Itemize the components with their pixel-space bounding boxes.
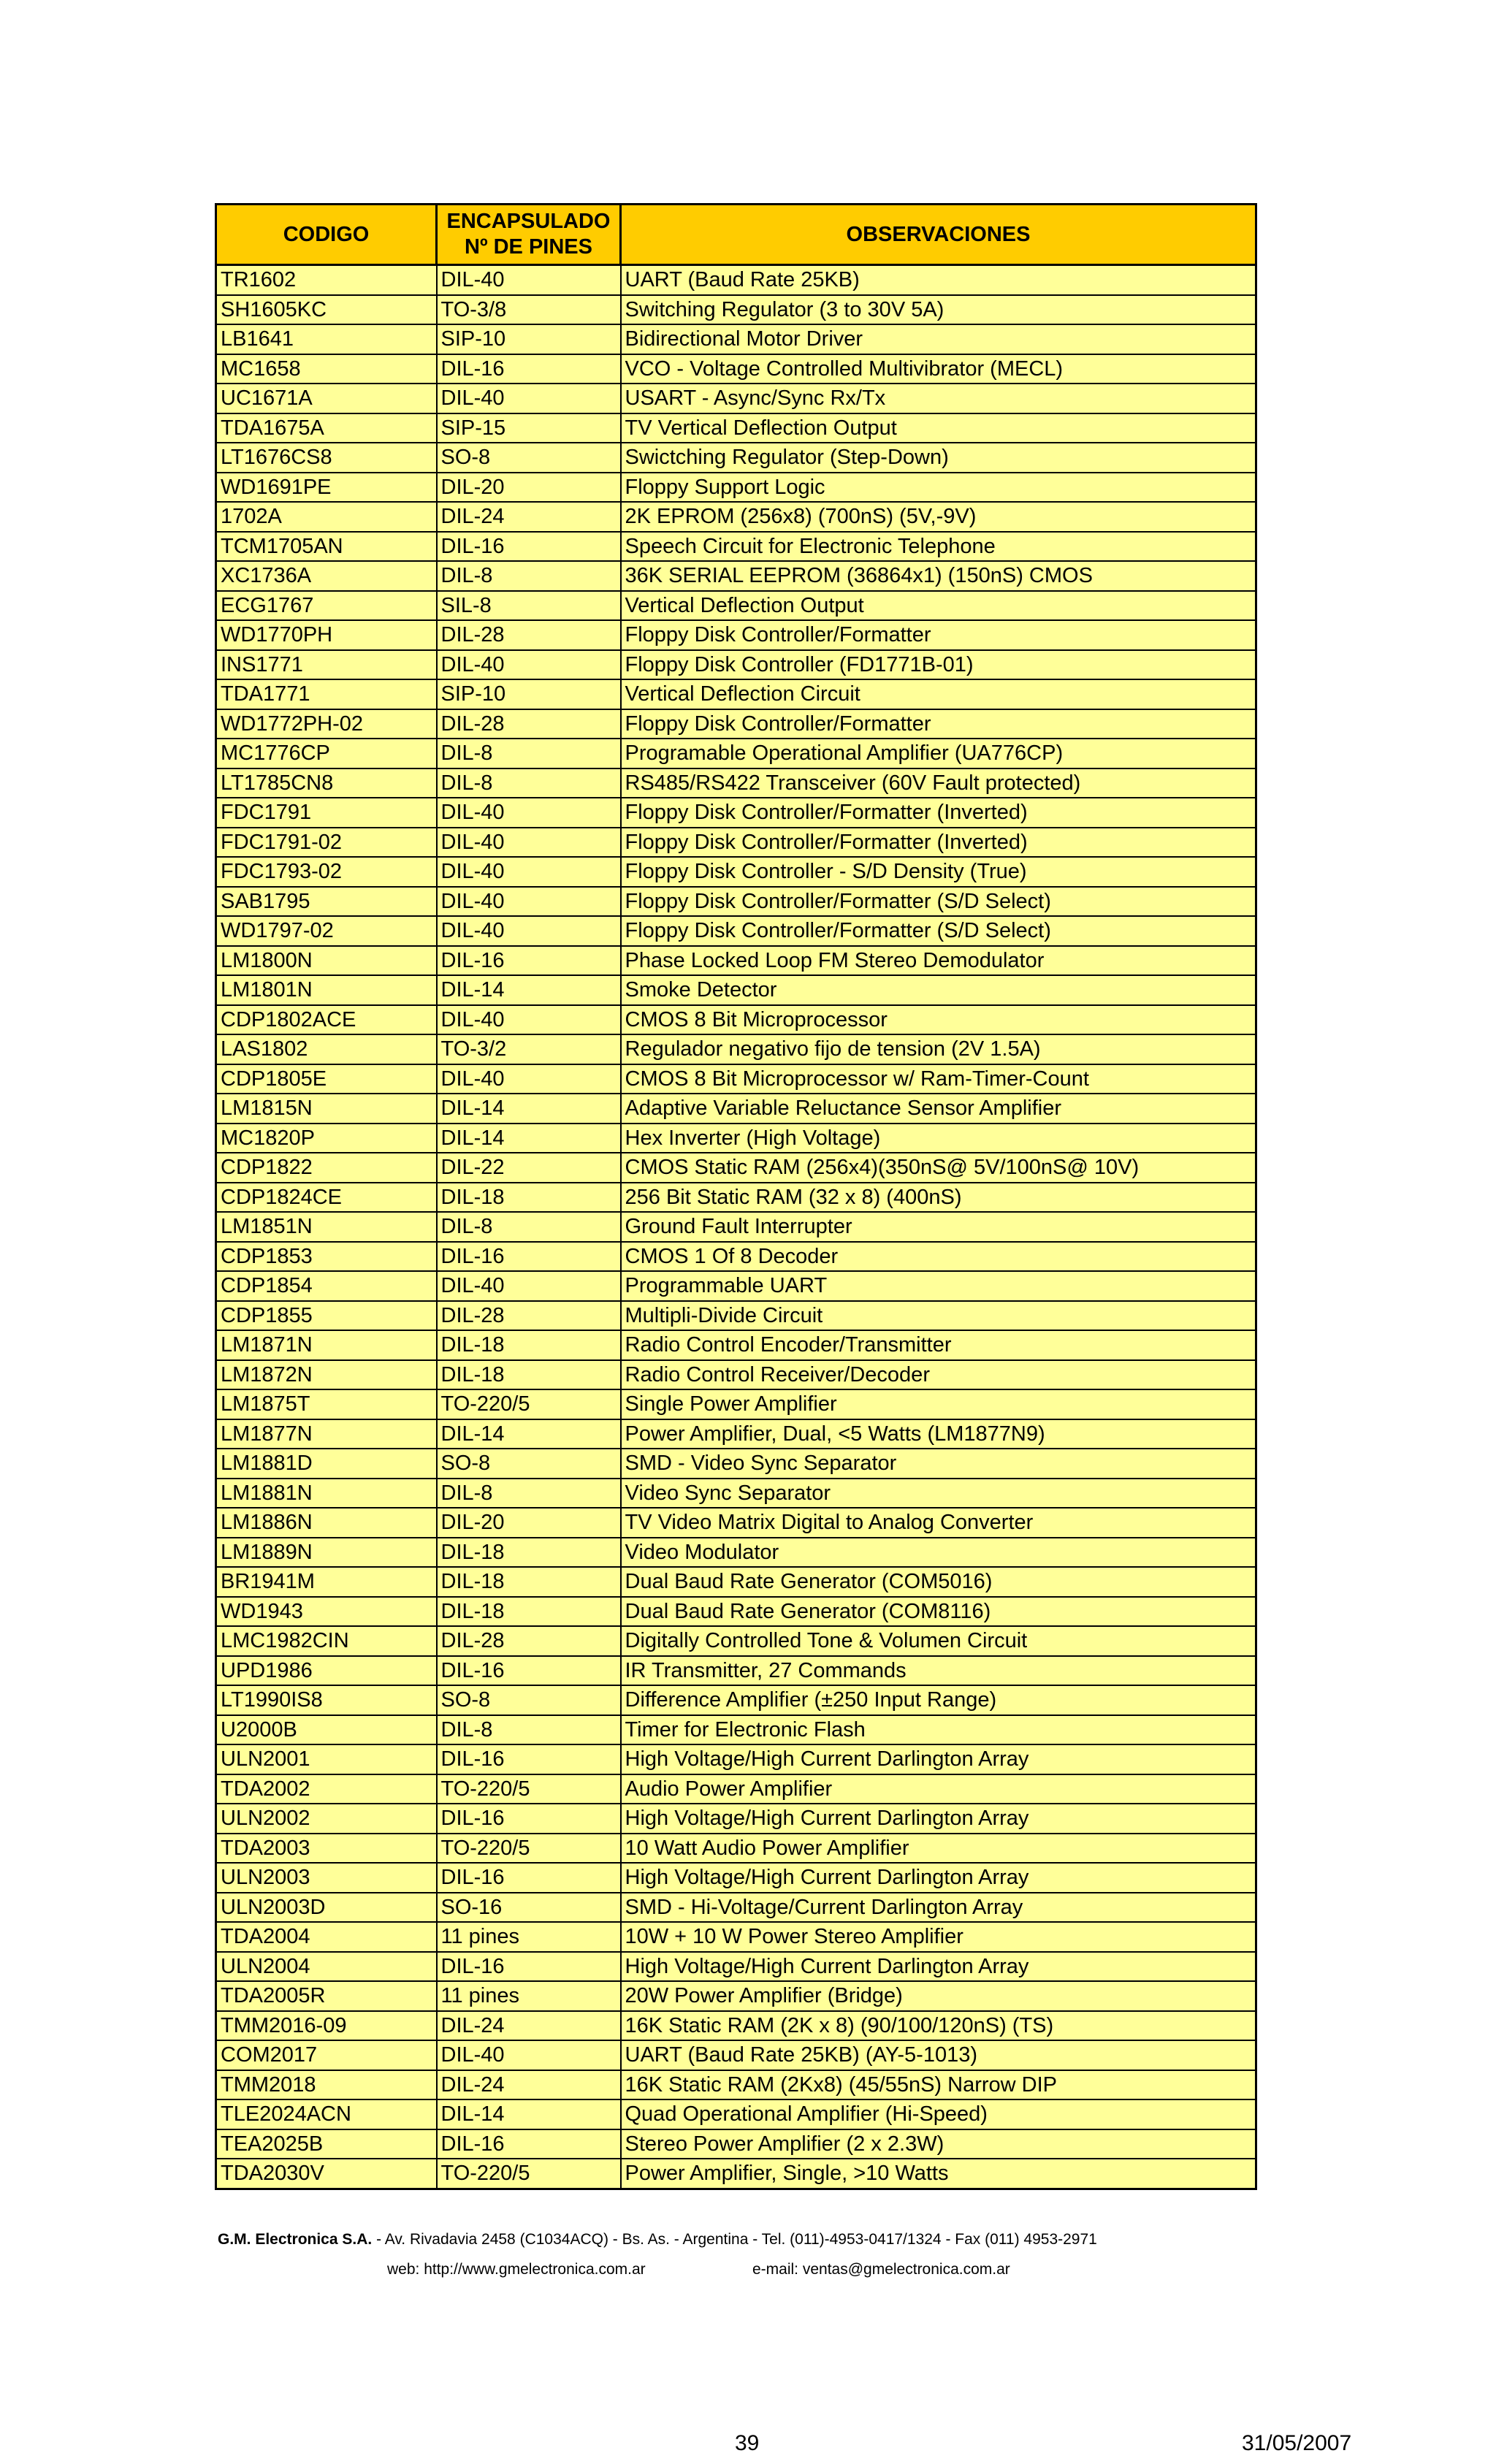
cell-observaciones: Vertical Deflection Output <box>621 591 1256 621</box>
cell-observaciones: 256 Bit Static RAM (32 x 8) (400nS) <box>621 1183 1256 1213</box>
table-row <box>216 1094 1256 1124</box>
cell-codigo: TDA2003 <box>216 1834 437 1864</box>
cell-encapsulado: DIL-14 <box>437 975 621 1005</box>
cell-codigo: LM1877N <box>216 1419 437 1449</box>
cell-encapsulado: DIL-16 <box>437 1656 621 1686</box>
cell-codigo: BR1941M <box>216 1567 437 1597</box>
cell-observaciones: Ground Fault Interrupter <box>621 1212 1256 1242</box>
table-row <box>216 1301 1256 1331</box>
cell-encapsulado: DIL-24 <box>437 2070 621 2100</box>
table-row <box>216 1863 1256 1893</box>
cell-codigo: TDA2002 <box>216 1774 437 1804</box>
cell-codigo: ULN2004 <box>216 1952 437 1982</box>
table-row <box>216 265 1256 295</box>
cell-codigo: LM1886N <box>216 1508 437 1538</box>
table-row <box>216 1685 1256 1715</box>
cell-codigo: ECG1767 <box>216 591 437 621</box>
cell-codigo: LM1881D <box>216 1449 437 1479</box>
cell-encapsulado: 11 pines <box>437 1981 621 2011</box>
cell-observaciones: CMOS Static RAM (256x4)(350nS@ 5V/100nS@ 10V) <box>621 1153 1256 1183</box>
cell-encapsulado: DIL-16 <box>437 1952 621 1982</box>
cell-observaciones: IR Transmitter, 27 Commands <box>621 1656 1256 1686</box>
cell-codigo: CDP1802ACE <box>216 1005 437 1035</box>
cell-encapsulado: DIL-18 <box>437 1360 621 1390</box>
cell-codigo: LM1872N <box>216 1360 437 1390</box>
cell-encapsulado: DIL-22 <box>437 1153 621 1183</box>
cell-codigo: TCM1705AN <box>216 532 437 562</box>
footer-web[interactable]: web: http://www.gmelectronica.com.ar <box>387 2261 646 2278</box>
cell-encapsulado: DIL-18 <box>437 1538 621 1568</box>
cell-encapsulado: SIP-10 <box>437 324 621 354</box>
cell-observaciones: 10 Watt Audio Power Amplifier <box>621 1834 1256 1864</box>
table-row <box>216 620 1256 650</box>
cell-encapsulado: DIL-14 <box>437 1419 621 1449</box>
cell-encapsulado: DIL-28 <box>437 620 621 650</box>
cell-encapsulado: TO-3/2 <box>437 1034 621 1064</box>
cell-observaciones: Swictching Regulator (Step-Down) <box>621 443 1256 473</box>
cell-encapsulado: DIL-18 <box>437 1567 621 1597</box>
cell-codigo: TR1602 <box>216 265 437 295</box>
header-encapsulado <box>437 205 621 265</box>
cell-encapsulado: DIL-16 <box>437 1744 621 1774</box>
header-row <box>216 205 1256 265</box>
cell-observaciones: 20W Power Amplifier (Bridge) <box>621 1981 1256 2011</box>
table-row <box>216 1389 1256 1419</box>
cell-codigo: TDA1771 <box>216 679 437 709</box>
cell-observaciones: Floppy Disk Controller - S/D Density (True) <box>621 857 1256 887</box>
cell-codigo: MC1658 <box>216 354 437 384</box>
cell-observaciones: SMD - Video Sync Separator <box>621 1449 1256 1479</box>
table-row <box>216 473 1256 503</box>
cell-encapsulado: DIL-24 <box>437 2011 621 2041</box>
cell-codigo: CDP1853 <box>216 1242 437 1272</box>
table-row <box>216 1656 1256 1686</box>
cell-encapsulado: DIL-40 <box>437 1271 621 1301</box>
cell-encapsulado: DIL-20 <box>437 473 621 503</box>
cell-observaciones: Floppy Disk Controller/Formatter (S/D Select) <box>621 887 1256 917</box>
cell-observaciones: Quad Operational Amplifier (Hi-Speed) <box>621 2099 1256 2129</box>
cell-observaciones: 16K Static RAM (2Kx8) (45/55nS) Narrow DIP <box>621 2070 1256 2100</box>
cell-codigo: TDA2004 <box>216 1922 437 1952</box>
cell-codigo: LMC1982CIN <box>216 1626 437 1656</box>
cell-encapsulado: DIL-8 <box>437 1479 621 1508</box>
table-row <box>216 502 1256 532</box>
cell-codigo: LAS1802 <box>216 1034 437 1064</box>
cell-codigo: FDC1791 <box>216 798 437 828</box>
table-row <box>216 650 1256 680</box>
table-row <box>216 1271 1256 1301</box>
cell-encapsulado: DIL-16 <box>437 1242 621 1272</box>
cell-observaciones: CMOS 8 Bit Microprocessor <box>621 1005 1256 1035</box>
cell-codigo: COM2017 <box>216 2040 437 2070</box>
cell-observaciones: Bidirectional Motor Driver <box>621 324 1256 354</box>
cell-observaciones: Programable Operational Amplifier (UA776CP) <box>621 739 1256 768</box>
table-row <box>216 2159 1256 2189</box>
cell-codigo: SH1605KC <box>216 295 437 325</box>
table-row <box>216 561 1256 591</box>
table-row <box>216 1834 1256 1864</box>
cell-observaciones: Power Amplifier, Dual, <5 Watts (LM1877N9) <box>621 1419 1256 1449</box>
cell-codigo: UC1671A <box>216 384 437 413</box>
cell-encapsulado: DIL-28 <box>437 1301 621 1331</box>
cell-encapsulado: DIL-16 <box>437 532 621 562</box>
table-row <box>216 2040 1256 2070</box>
cell-codigo: WD1797-02 <box>216 916 437 946</box>
cell-observaciones: TV Vertical Deflection Output <box>621 413 1256 443</box>
cell-codigo: WD1772PH-02 <box>216 709 437 739</box>
table-row <box>216 1538 1256 1568</box>
table-row <box>216 1064 1256 1094</box>
cell-encapsulado: DIL-16 <box>437 2129 621 2159</box>
cell-codigo: LM1851N <box>216 1212 437 1242</box>
table-row <box>216 1715 1256 1745</box>
cell-observaciones: High Voltage/High Current Darlington Array <box>621 1744 1256 1774</box>
table-row <box>216 1183 1256 1213</box>
table-row <box>216 1981 1256 2011</box>
cell-observaciones: Floppy Disk Controller (FD1771B-01) <box>621 650 1256 680</box>
cell-observaciones: Video Sync Separator <box>621 1479 1256 1508</box>
table-row <box>216 739 1256 768</box>
cell-codigo: WD1943 <box>216 1597 437 1627</box>
cell-codigo: LM1875T <box>216 1389 437 1419</box>
cell-observaciones: UART (Baud Rate 25KB) (AY-5-1013) <box>621 2040 1256 2070</box>
table-row <box>216 324 1256 354</box>
cell-encapsulado: DIL-28 <box>437 709 621 739</box>
cell-observaciones: Floppy Disk Controller/Formatter (S/D Select) <box>621 916 1256 946</box>
cell-observaciones: 16K Static RAM (2K x 8) (90/100/120nS) (TS) <box>621 2011 1256 2041</box>
cell-codigo: LT1785CN8 <box>216 768 437 798</box>
cell-observaciones: Stereo Power Amplifier (2 x 2.3W) <box>621 2129 1256 2159</box>
cell-observaciones: High Voltage/High Current Darlington Array <box>621 1804 1256 1834</box>
cell-codigo: ULN2003D <box>216 1893 437 1923</box>
cell-observaciones: Multipli-Divide Circuit <box>621 1301 1256 1331</box>
page-date: 31/05/2007 <box>1242 2431 1352 2455</box>
cell-observaciones: Radio Control Receiver/Decoder <box>621 1360 1256 1390</box>
components-table <box>215 203 1257 2190</box>
cell-encapsulado: DIL-16 <box>437 1863 621 1893</box>
cell-codigo: TLE2024ACN <box>216 2099 437 2129</box>
cell-codigo: XC1736A <box>216 561 437 591</box>
cell-encapsulado: TO-220/5 <box>437 1834 621 1864</box>
cell-observaciones: Phase Locked Loop FM Stereo Demodulator <box>621 946 1256 976</box>
cell-codigo: ULN2002 <box>216 1804 437 1834</box>
table-row <box>216 768 1256 798</box>
cell-encapsulado: DIL-18 <box>437 1597 621 1627</box>
cell-codigo: LM1889N <box>216 1538 437 1568</box>
table-row <box>216 384 1256 413</box>
cell-codigo: LM1801N <box>216 975 437 1005</box>
table-row <box>216 443 1256 473</box>
cell-codigo: MC1820P <box>216 1124 437 1153</box>
cell-encapsulado: DIL-14 <box>437 1094 621 1124</box>
cell-encapsulado: DIL-40 <box>437 798 621 828</box>
cell-observaciones: Power Amplifier, Single, >10 Watts <box>621 2159 1256 2189</box>
cell-observaciones: CMOS 1 Of 8 Decoder <box>621 1242 1256 1272</box>
table-row <box>216 709 1256 739</box>
table-row <box>216 1508 1256 1538</box>
table-row <box>216 1804 1256 1834</box>
cell-observaciones: Audio Power Amplifier <box>621 1774 1256 1804</box>
cell-encapsulado: DIL-40 <box>437 857 621 887</box>
table-row <box>216 1449 1256 1479</box>
table-row <box>216 1034 1256 1064</box>
cell-encapsulado: TO-220/5 <box>437 1389 621 1419</box>
cell-encapsulado: DIL-40 <box>437 265 621 295</box>
cell-observaciones: VCO - Voltage Controlled Multivibrator (MECL) <box>621 354 1256 384</box>
cell-codigo: LT1676CS8 <box>216 443 437 473</box>
cell-encapsulado: DIL-40 <box>437 887 621 917</box>
cell-encapsulado: SIP-10 <box>437 679 621 709</box>
table-row <box>216 1212 1256 1242</box>
cell-encapsulado: DIL-8 <box>437 561 621 591</box>
header-encapsulado-line1: ENCAPSULADO <box>446 210 611 233</box>
cell-observaciones: UART (Baud Rate 25KB) <box>621 265 1256 295</box>
table-row <box>216 1330 1256 1360</box>
cell-observaciones: 36K SERIAL EEPROM (36864x1) (150nS) CMOS <box>621 561 1256 591</box>
cell-encapsulado: DIL-40 <box>437 2040 621 2070</box>
cell-codigo: U2000B <box>216 1715 437 1745</box>
cell-encapsulado: DIL-40 <box>437 1005 621 1035</box>
table-row <box>216 798 1256 828</box>
cell-codigo: LB1641 <box>216 324 437 354</box>
cell-codigo: LM1871N <box>216 1330 437 1360</box>
cell-codigo: CDP1824CE <box>216 1183 437 1213</box>
cell-observaciones: USART - Async/Sync Rx/Tx <box>621 384 1256 413</box>
cell-observaciones: Floppy Disk Controller/Formatter (Inverted) <box>621 828 1256 858</box>
table-row <box>216 946 1256 976</box>
cell-observaciones: Adaptive Variable Reluctance Sensor Amplifier <box>621 1094 1256 1124</box>
cell-observaciones: CMOS 8 Bit Microprocessor w/ Ram-Timer-Count <box>621 1064 1256 1094</box>
cell-codigo: 1702A <box>216 502 437 532</box>
cell-codigo: TDA2005R <box>216 1981 437 2011</box>
cell-encapsulado: DIL-18 <box>437 1183 621 1213</box>
table-row <box>216 1479 1256 1508</box>
cell-encapsulado: DIL-8 <box>437 739 621 768</box>
cell-observaciones: High Voltage/High Current Darlington Array <box>621 1863 1256 1893</box>
cell-encapsulado: DIL-8 <box>437 1212 621 1242</box>
table-row <box>216 887 1256 917</box>
cell-encapsulado: DIL-40 <box>437 828 621 858</box>
cell-observaciones: Programmable UART <box>621 1271 1256 1301</box>
table-row <box>216 2011 1256 2041</box>
cell-encapsulado: 11 pines <box>437 1922 621 1952</box>
cell-codigo: LT1990IS8 <box>216 1685 437 1715</box>
cell-encapsulado: DIL-16 <box>437 354 621 384</box>
cell-observaciones: 2K EPROM (256x8) (700nS) (5V,-9V) <box>621 502 1256 532</box>
cell-encapsulado: DIL-40 <box>437 1064 621 1094</box>
cell-observaciones: Switching Regulator (3 to 30V 5A) <box>621 295 1256 325</box>
cell-observaciones: Single Power Amplifier <box>621 1389 1256 1419</box>
table-row <box>216 591 1256 621</box>
table-row <box>216 2129 1256 2159</box>
cell-observaciones: SMD - Hi-Voltage/Current Darlington Array <box>621 1893 1256 1923</box>
table-row <box>216 975 1256 1005</box>
table-row <box>216 916 1256 946</box>
table-row <box>216 1124 1256 1153</box>
table-row <box>216 1893 1256 1923</box>
cell-observaciones: 10W + 10 W Power Stereo Amplifier <box>621 1922 1256 1952</box>
cell-observaciones: TV Video Matrix Digital to Analog Converter <box>621 1508 1256 1538</box>
page-number: 39 <box>735 2431 760 2455</box>
cell-encapsulado: SIP-15 <box>437 413 621 443</box>
cell-encapsulado: SO-8 <box>437 1449 621 1479</box>
cell-codigo: CDP1855 <box>216 1301 437 1331</box>
cell-codigo: FDC1791-02 <box>216 828 437 858</box>
cell-codigo: WD1691PE <box>216 473 437 503</box>
cell-codigo: CDP1822 <box>216 1153 437 1183</box>
header-codigo: CODIGO <box>216 205 437 265</box>
cell-encapsulado: DIL-14 <box>437 1124 621 1153</box>
cell-codigo: LM1881N <box>216 1479 437 1508</box>
footer-address: - Av. Rivadavia 2458 (C1034ACQ) - Bs. As. - Argentina - Tel. (011)-4953-0417/1324 - Fax (011) 4953-2971 <box>372 2231 1097 2248</box>
cell-observaciones: Video Modulator <box>621 1538 1256 1568</box>
cell-codigo: TMM2018 <box>216 2070 437 2100</box>
cell-observaciones: Dual Baud Rate Generator (COM8116) <box>621 1597 1256 1627</box>
table-row <box>216 1774 1256 1804</box>
cell-observaciones: Dual Baud Rate Generator (COM5016) <box>621 1567 1256 1597</box>
cell-encapsulado: DIL-16 <box>437 1804 621 1834</box>
cell-observaciones: Floppy Disk Controller/Formatter (Inverted) <box>621 798 1256 828</box>
cell-encapsulado: SO-8 <box>437 443 621 473</box>
cell-encapsulado: DIL-18 <box>437 1330 621 1360</box>
cell-encapsulado: DIL-40 <box>437 650 621 680</box>
cell-codigo: CDP1805E <box>216 1064 437 1094</box>
cell-codigo: TEA2025B <box>216 2129 437 2159</box>
cell-encapsulado: DIL-20 <box>437 1508 621 1538</box>
cell-codigo: INS1771 <box>216 650 437 680</box>
table-row <box>216 1952 1256 1982</box>
table-row <box>216 413 1256 443</box>
cell-encapsulado: DIL-28 <box>437 1626 621 1656</box>
cell-codigo: ULN2001 <box>216 1744 437 1774</box>
table-row <box>216 2070 1256 2100</box>
cell-observaciones: Regulador negativo fijo de tension (2V 1.5A) <box>621 1034 1256 1064</box>
table-row <box>216 1005 1256 1035</box>
cell-observaciones: Speech Circuit for Electronic Telephone <box>621 532 1256 562</box>
cell-encapsulado: TO-220/5 <box>437 1774 621 1804</box>
cell-codigo: CDP1854 <box>216 1271 437 1301</box>
cell-observaciones: High Voltage/High Current Darlington Array <box>621 1952 1256 1982</box>
cell-encapsulado: SO-16 <box>437 1893 621 1923</box>
cell-observaciones: Vertical Deflection Circuit <box>621 679 1256 709</box>
table-row <box>216 532 1256 562</box>
cell-observaciones: Radio Control Encoder/Transmitter <box>621 1330 1256 1360</box>
cell-observaciones: Floppy Disk Controller/Formatter <box>621 709 1256 739</box>
table-row <box>216 679 1256 709</box>
cell-observaciones: Hex Inverter (High Voltage) <box>621 1124 1256 1153</box>
cell-observaciones: Smoke Detector <box>621 975 1256 1005</box>
table-row <box>216 1626 1256 1656</box>
cell-codigo: FDC1793-02 <box>216 857 437 887</box>
cell-encapsulado: TO-3/8 <box>437 295 621 325</box>
cell-encapsulado: DIL-14 <box>437 2099 621 2129</box>
cell-observaciones: RS485/RS422 Transceiver (60V Fault protected) <box>621 768 1256 798</box>
cell-observaciones: Difference Amplifier (±250 Input Range) <box>621 1685 1256 1715</box>
footer-email[interactable]: e-mail: ventas@gmelectronica.com.ar <box>752 2261 1010 2278</box>
cell-observaciones: Floppy Disk Controller/Formatter <box>621 620 1256 650</box>
table-row <box>216 1744 1256 1774</box>
cell-encapsulado: DIL-40 <box>437 916 621 946</box>
cell-encapsulado: SIL-8 <box>437 591 621 621</box>
header-encapsulado-line2: Nº DE PINES <box>465 235 592 259</box>
cell-observaciones: Timer for Electronic Flash <box>621 1715 1256 1745</box>
cell-observaciones: Digitally Controlled Tone & Volumen Circuit <box>621 1626 1256 1656</box>
cell-codigo: MC1776CP <box>216 739 437 768</box>
table-row <box>216 1419 1256 1449</box>
cell-codigo: UPD1986 <box>216 1656 437 1686</box>
footer-company-name: G.M. Electronica S.A. <box>218 2231 373 2248</box>
cell-encapsulado: DIL-8 <box>437 768 621 798</box>
table-row <box>216 295 1256 325</box>
header-observaciones: OBSERVACIONES <box>621 205 1256 265</box>
cell-codigo: LM1815N <box>216 1094 437 1124</box>
cell-encapsulado: SO-8 <box>437 1685 621 1715</box>
cell-codigo: LM1800N <box>216 946 437 976</box>
cell-encapsulado: TO-220/5 <box>437 2159 621 2189</box>
cell-observaciones: Floppy Support Logic <box>621 473 1256 503</box>
table-row <box>216 857 1256 887</box>
table-row <box>216 828 1256 858</box>
table-row <box>216 1597 1256 1627</box>
cell-encapsulado: DIL-16 <box>437 946 621 976</box>
cell-codigo: TDA2030V <box>216 2159 437 2189</box>
cell-encapsulado: DIL-24 <box>437 502 621 532</box>
cell-encapsulado: DIL-8 <box>437 1715 621 1745</box>
cell-codigo: TMM2016-09 <box>216 2011 437 2041</box>
table-row <box>216 1567 1256 1597</box>
table-row <box>216 1922 1256 1952</box>
cell-encapsulado: DIL-40 <box>437 384 621 413</box>
table-row <box>216 1360 1256 1390</box>
cell-codigo: SAB1795 <box>216 887 437 917</box>
cell-codigo: WD1770PH <box>216 620 437 650</box>
table-row <box>216 354 1256 384</box>
table-row <box>216 1153 1256 1183</box>
table-row <box>216 1242 1256 1272</box>
footer-company-line <box>218 2231 1097 2249</box>
table-row <box>216 2099 1256 2129</box>
cell-codigo: ULN2003 <box>216 1863 437 1893</box>
cell-codigo: TDA1675A <box>216 413 437 443</box>
